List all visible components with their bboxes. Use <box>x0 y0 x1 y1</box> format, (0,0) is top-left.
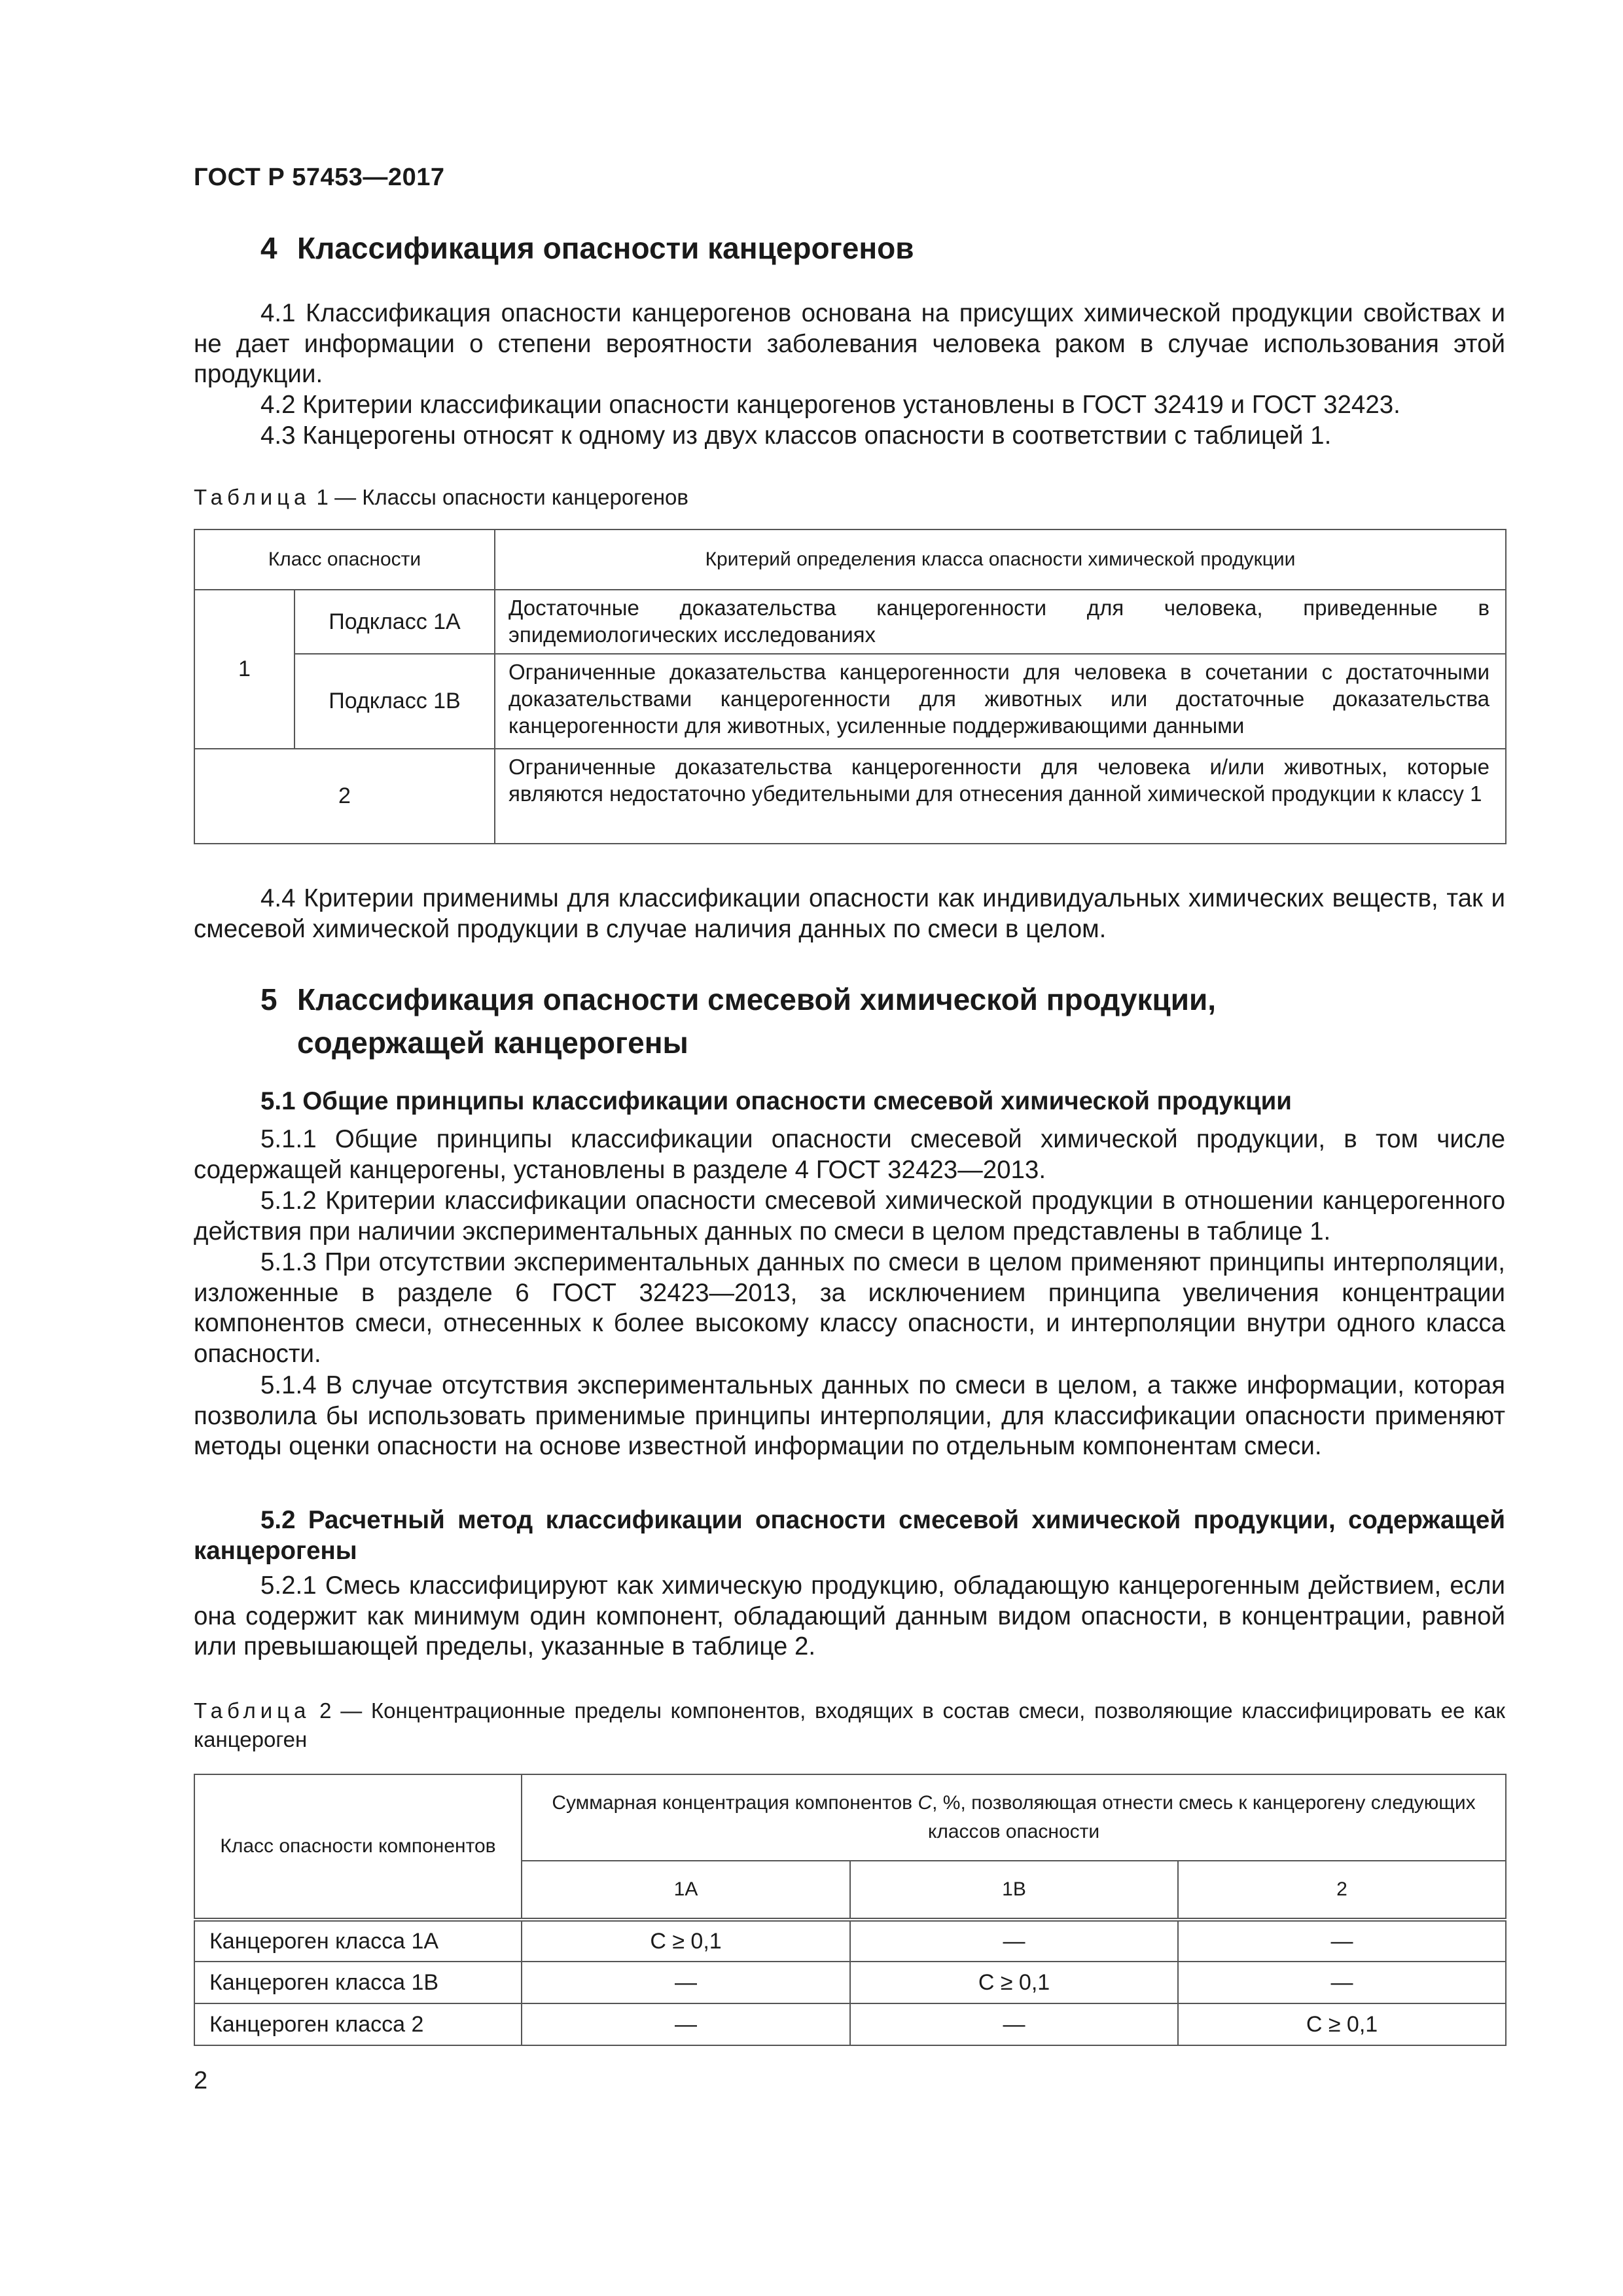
subsection-5-2-heading: 5.2 Расчетный метод классификации опасности смесевой химической продукции, содержащей канцерогены <box>194 1506 1505 1565</box>
table-2-cell: — <box>1178 1962 1506 2003</box>
table-2-cell: C ≥ 0,1 <box>850 1962 1178 2003</box>
table-2-header-sum-after: , %, позволяющая отнести смесь к канцерогену следующих классов опасности <box>927 1792 1476 1842</box>
table-2-cell: C ≥ 0,1 <box>1178 2003 1506 2045</box>
table-1-row-1b <box>194 654 1506 749</box>
table-1-header-row <box>194 529 1506 590</box>
section-5-heading <box>260 978 1216 1064</box>
section-4-number: 4 <box>260 231 277 265</box>
table-2-header-sum-before: Суммарная концентрация компонентов <box>552 1792 918 1814</box>
table-2-subheader-1b: 1B <box>850 1861 1178 1920</box>
table-1-row-2 <box>194 749 1506 844</box>
table-2-cell: C ≥ 0,1 <box>522 1920 850 1962</box>
table-1-row-1a <box>194 590 1506 654</box>
table-2-caption <box>194 1696 1505 1754</box>
table-1-class-2-criterion: Ограниченные доказательства канцерогенности для человека и/или животных, которые являются недостаточно убедительными для отнесения данной химической продукции к классу 1 <box>495 749 1506 844</box>
table-1-class-2: 2 <box>194 749 495 844</box>
section-5-title-line-2: содержащей канцерогены <box>297 1026 688 1060</box>
table-2 <box>194 1774 1507 2046</box>
table-2-cell: — <box>850 2003 1178 2045</box>
document-code: ГОСТ Р 57453—2017 <box>194 164 445 191</box>
paragraph-5-1-4: 5.1.4 В случае отсутствия экспериментальных данных по смеси в целом, а также информации, которая позволила бы использовать применимые принципы интерполяции, для классификации опасности применяют методы оценки опасности на основе известной информации по отдельным компонентам смеси. <box>194 1371 1505 1460</box>
table-1-header-criterion: Критерий определения класса опасности химической продукции <box>495 529 1506 590</box>
table-2-cell: — <box>522 2003 850 2045</box>
table-2-row <box>194 1962 1506 2003</box>
table-2-row-label: Канцероген класса 2 <box>194 2003 522 2045</box>
section-5-title-line-1: Классификация опасности смесевой химической продукции, <box>297 982 1217 1016</box>
paragraph-5-1-3: 5.1.3 При отсутствии экспериментальных данных по смеси в целом применяют принципы интерполяции, изложенные в разделе 6 ГОСТ 32423—2013, за исключением принципа увеличения концентрации компонентов смеси, отнесенных к более высокому классу опасности, и интерполяции внутри одного класса опасности. <box>194 1248 1505 1368</box>
table-1-caption-prefix: Таблица <box>194 485 311 509</box>
table-2-header-sum-variable: C <box>918 1792 933 1814</box>
paragraph-5-1-2: 5.1.2 Критерии классификации опасности смесевой химической продукции в отношении канцерогенного действия при наличии экспериментальных данных по смеси в целом представлены в таблице 1. <box>194 1187 1505 1246</box>
table-1-subclass-1a: Подкласс 1A <box>294 590 495 654</box>
table-2-cell: — <box>1178 1920 1506 1962</box>
section-5-number: 5 <box>260 982 277 1016</box>
table-1-subclass-1b: Подкласс 1B <box>294 654 495 749</box>
table-2-subheader-2: 2 <box>1178 1861 1506 1920</box>
subsection-5-1-heading: 5.1 Общие принципы классификации опасности смесевой химической продукции <box>260 1087 1292 1115</box>
table-1-subclass-1a-criterion: Достаточные доказательства канцерогенности для человека, приведенные в эпидемиологических исследованиях <box>495 590 1506 654</box>
table-2-cell: — <box>850 1920 1178 1962</box>
paragraph-4-3: 4.3 Канцерогены относят к одному из двух классов опасности в соответствии с таблицей 1. <box>260 422 1332 450</box>
paragraph-4-1: 4.1 Классификация опасности канцерогенов основана на присущих химической продукции свойствах и не дает информации о степени вероятности заболевания человека раком в случае использования этой продукции. <box>194 299 1505 388</box>
table-2-row-label: Канцероген класса 1B <box>194 1962 522 2003</box>
table-1-header-class: Класс опасности <box>194 529 495 590</box>
table-2-row-label: Канцероген класса 1A <box>194 1920 522 1962</box>
table-1 <box>194 529 1507 844</box>
table-2-caption-text: 2 — Концентрационные пределы компонентов, входящих в состав смеси, позволяющие классифицировать ее как канцероген <box>194 1698 1505 1751</box>
table-1-subclass-1b-criterion: Ограниченные доказательства канцерогенности для человека в сочетании с достаточными доказательствами канцерогенности для животных или достаточные доказательства канцерогенности для животных, усиленные поддерживающими данными <box>495 654 1506 749</box>
table-2-header-row <box>194 1774 1506 1861</box>
table-2-header-component-class: Класс опасности компонентов <box>194 1774 522 1920</box>
page-number: 2 <box>194 2067 208 2094</box>
table-2-row <box>194 1920 1506 1962</box>
section-4-title: Классификация опасности канцерогенов <box>297 231 914 265</box>
table-2-caption-prefix: Таблица <box>194 1698 311 1723</box>
paragraph-4-4: 4.4 Критерии применимы для классификации опасности как индивидуальных химических веществ, так и смесевой химической продукции в случае наличия данных по смеси в целом. <box>194 884 1505 943</box>
table-2-cell: — <box>522 1962 850 2003</box>
table-1-caption-text: 1 — Классы опасности канцерогенов <box>310 485 688 509</box>
paragraph-5-2-1: 5.2.1 Смесь классифицируют как химическую продукцию, обладающую канцерогенным действием, если она содержит как минимум один компонент, обладающий данным видом опасности, в концентрации, равной или превышающей пределы, указанные в таблице 2. <box>194 1571 1505 1660</box>
table-2-row <box>194 2003 1506 2045</box>
table-1-caption <box>194 483 1505 512</box>
table-2-subheader-1a: 1A <box>522 1861 850 1920</box>
table-1-class-1: 1 <box>194 590 294 749</box>
section-4-heading <box>260 226 914 270</box>
paragraph-5-1-1: 5.1.1 Общие принципы классификации опасности смесевой химической продукции, в том числе содержащей канцерогены, установлены в разделе 4 ГОСТ 32423—2013. <box>194 1125 1505 1184</box>
table-2-header-sum-concentration <box>522 1774 1506 1861</box>
paragraph-4-2: 4.2 Критерии классификации опасности канцерогенов установлены в ГОСТ 32419 и ГОСТ 32423. <box>260 391 1400 419</box>
